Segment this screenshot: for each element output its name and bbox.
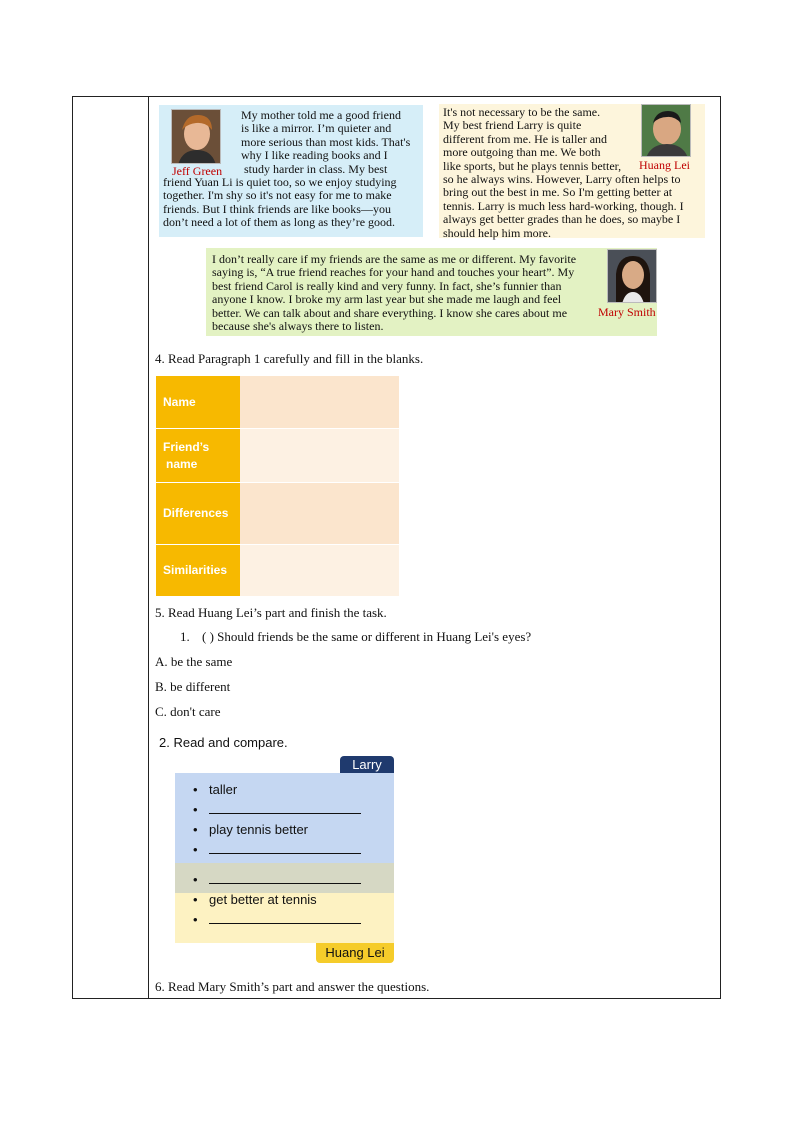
question-5-2-text: 2. Read and compare. xyxy=(159,735,288,750)
larry-tag-label: Larry xyxy=(352,757,382,772)
answer-cell-friends-name[interactable] xyxy=(240,429,399,482)
table-row xyxy=(156,429,399,483)
mary-smith-photo xyxy=(607,249,657,303)
friend-info-table xyxy=(156,376,399,597)
huang-lei-photo xyxy=(641,104,691,157)
jeff-green-name: Jeff Green xyxy=(172,164,223,178)
answer-blank[interactable] xyxy=(209,842,361,854)
mary-smith-passage xyxy=(206,248,657,336)
jeff-line: together. I'm shy so it's not easy for me to make xyxy=(163,188,392,203)
huang-tag-label: Huang Lei xyxy=(325,945,385,960)
jeff-text-top xyxy=(241,109,410,176)
mary-line: better. We can talk about and share everything. I know she cares about me xyxy=(212,305,568,320)
list-item: • xyxy=(193,802,361,817)
list-item: • xyxy=(193,872,361,887)
larry-tag xyxy=(340,756,394,773)
huang-line: It's not necessary to be the same. xyxy=(443,105,601,119)
question-4-instruction: 4. Read Paragraph 1 carefully and fill in the blanks. xyxy=(155,351,424,366)
list-item: • xyxy=(193,912,361,927)
jeff-green-passage xyxy=(159,105,423,237)
question-5-instruction: 5. Read Huang Lei’s part and finish the task. xyxy=(155,605,387,620)
huang-line: different from me. He is taller and xyxy=(443,131,608,146)
answer-cell-name[interactable] xyxy=(240,376,399,428)
larry-item: taller xyxy=(209,782,238,797)
jeff-line: more serious than most kids. That's xyxy=(241,134,411,149)
question-5-1-number: 1. xyxy=(180,629,190,644)
jeff-line: study harder in class. My best xyxy=(244,161,388,176)
answer-cell-similarities[interactable] xyxy=(240,545,399,596)
jeff-line: don’t need a lot of them as long as they’re good. xyxy=(163,215,396,230)
huang-line: tennis. Larry is much less hard-working, though. I xyxy=(443,198,684,213)
header-label: Name xyxy=(163,394,196,409)
huang-line: so he always wins. However, Larry often helps to xyxy=(443,172,681,187)
jeff-text-bottom xyxy=(163,176,397,230)
list-item: • xyxy=(193,842,361,857)
mary-line: best friend Carol is really kind and very funny. In fact, she’s funnier than xyxy=(212,278,562,293)
header-label: Differences xyxy=(163,506,229,520)
jeff-line: friends. But I think friends are like books—you xyxy=(163,201,391,216)
option-a[interactable]: A. be the same xyxy=(155,654,233,669)
table-row xyxy=(156,376,399,429)
jeff-line: friend Yuan Li is quiet too, so we enjoy studying xyxy=(163,175,397,189)
answer-blank[interactable] xyxy=(209,912,361,924)
huang-lei-name: Huang Lei xyxy=(639,158,690,172)
huang-line: should help him more. xyxy=(443,225,551,240)
huang-line: like sports, but he plays tennis better, xyxy=(443,158,622,173)
mary-line: I don’t really care if my friends are the same as me or different. My favorite xyxy=(212,252,577,266)
jeff-line: My mother told me a good friend xyxy=(241,108,401,122)
header-label: Friend’s xyxy=(163,439,210,454)
huang-line: My best friend Larry is quite xyxy=(443,118,582,133)
huang-tag xyxy=(316,943,394,963)
header-label: name xyxy=(166,456,198,471)
table-header-name xyxy=(156,376,240,428)
list-item: • get better at tennis xyxy=(193,892,317,907)
question-6-instruction: 6. Read Mary Smith’s part and answer the questions. xyxy=(155,979,430,994)
table-header-differences xyxy=(156,483,240,544)
jeff-line: why I like reading books and I xyxy=(241,148,388,163)
huang-item: get better at tennis xyxy=(209,892,317,907)
option-c[interactable]: C. don't care xyxy=(155,704,221,719)
huang-line: bring out the best in me. So I'm getting better at xyxy=(443,185,673,200)
mary-smith-name: Mary Smith xyxy=(598,305,656,319)
huang-lei-passage xyxy=(439,104,705,238)
jeff-line: is like a mirror. I’m quieter and xyxy=(241,121,392,136)
mary-line: saying is, “A true friend reaches for your hand and touches your heart”. My xyxy=(212,265,575,280)
table-header-friends-name xyxy=(156,429,240,482)
answer-blank[interactable] xyxy=(209,872,361,884)
header-label: Similarities xyxy=(163,563,228,577)
list-item: • taller xyxy=(193,782,238,797)
table-row xyxy=(156,483,399,545)
question-5-1-text: ( ) Should friends be the same or different in Huang Lei's eyes? xyxy=(202,629,532,644)
answer-cell-differences[interactable] xyxy=(240,483,399,544)
mary-line: anyone I know. I broke my arm last year but she made me laugh and feel xyxy=(212,292,562,307)
mary-line: because she's always there to listen. xyxy=(212,319,384,334)
column-divider xyxy=(148,97,149,998)
huang-line: always get better grades than he does, so maybe I xyxy=(443,212,681,227)
option-b[interactable]: B. be different xyxy=(155,679,231,694)
larry-item: play tennis better xyxy=(209,822,309,837)
table-header-similarities xyxy=(156,545,240,596)
list-item: • play tennis better xyxy=(193,822,309,837)
mary-text xyxy=(212,253,576,333)
jeff-green-photo xyxy=(171,109,221,164)
answer-blank[interactable] xyxy=(209,802,361,814)
huang-line: more outgoing than me. We both xyxy=(443,145,601,160)
table-row xyxy=(156,545,399,597)
